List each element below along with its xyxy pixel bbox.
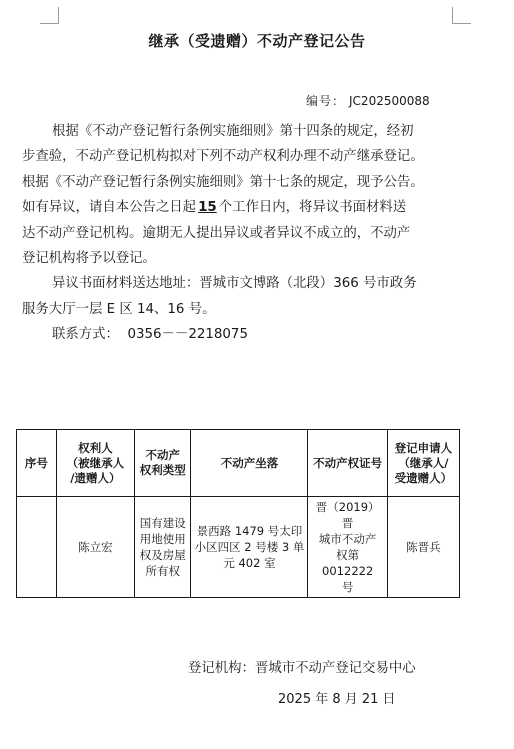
header-right-type: 不动产 权利类型 [135, 430, 191, 497]
page-title: 继承（受遗赠）不动产登记公告 [148, 32, 366, 50]
crop-mark-top-right [452, 7, 471, 24]
cell-certificate-no: 晋（2019）晋 城市不动产 权第 0012222 号 [308, 497, 387, 598]
address-line-2: 服务大厅一层 E 区 14、16 号。 [22, 301, 216, 317]
address-line-1: 异议书面材料送达地址：晋城市文博路（北段）366 号市政务 [52, 276, 417, 292]
contact-label: 联系方式： [52, 327, 119, 343]
announcement-date: 2025 年 8 月 21 日 [278, 692, 396, 707]
paragraph-1-line-2: 步查验，不动产登记机构拟对下列不动产权利办理不动产继承登记。 [22, 149, 424, 165]
cell-right-holder: 陈立宏 [56, 497, 134, 598]
document-number-value: JC202500088 [349, 94, 430, 108]
cell-location: 景西路 1479 号太印 小区四区 2 号楼 3 单 元 402 室 [191, 497, 308, 598]
registration-agency: 登记机构：晋城市不动产登记交易中心 [188, 661, 416, 676]
objection-days: 15 [198, 200, 217, 216]
header-applicant: 登记申请人 （继承人/ 受遗赠人） [387, 430, 459, 497]
paragraph-1-line-6: 登记机构将予以登记。 [22, 250, 156, 266]
header-right-holder: 权利人 （被继承人 /遗赠人） [56, 430, 134, 497]
registration-table [16, 429, 460, 598]
cell-serial-no [17, 497, 57, 598]
cell-applicant: 陈晋兵 [387, 497, 459, 598]
header-certificate-no: 不动产权证号 [308, 430, 387, 497]
contact-phone: 0356－－2218075 [127, 327, 248, 343]
crop-mark-top-left [40, 7, 59, 24]
paragraph-1-line-1: 根据《不动产登记暂行条例实施细则》第十四条的规定，经初 [52, 124, 414, 139]
line-4-suffix: 个工作日内，将异议书面材料送 [218, 200, 407, 216]
header-location: 不动产坐落 [191, 430, 308, 497]
contact-line [22, 322, 472, 347]
table-header-row [17, 430, 460, 497]
paragraph-1-line-4 [22, 195, 472, 220]
document-number [306, 92, 430, 109]
paragraph-1-line-5: 达不动产登记机构。逾期无人提出异议或者异议不成立的，不动产 [22, 225, 411, 241]
line-4-prefix: 如有异议，请自本公告之日起 [22, 200, 197, 216]
announcement-body [22, 119, 472, 348]
document-number-label: 编号： [306, 94, 346, 108]
header-serial-no: 序号 [17, 430, 57, 497]
paragraph-1-line-3: 根据《不动产登记暂行条例实施细则》第十七条的规定，现予公告。 [22, 174, 424, 190]
table-row [17, 497, 460, 598]
cell-right-type: 国有建设 用地使用 权及房屋 所有权 [135, 497, 191, 598]
